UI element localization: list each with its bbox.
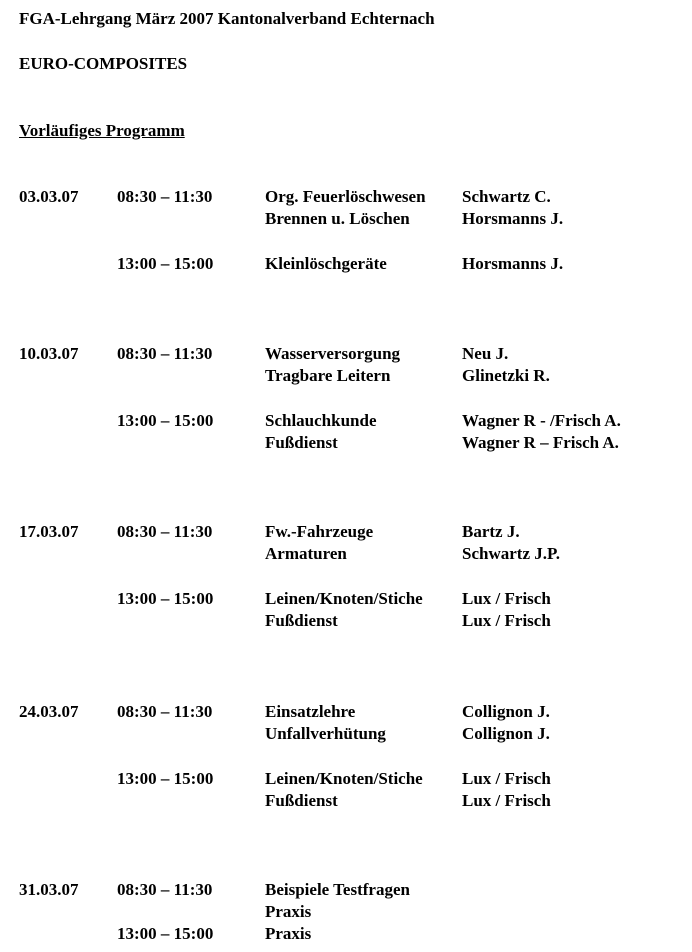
schedule-instructor: Glinetzki R. xyxy=(462,366,550,385)
schedule-date: 31.03.07 xyxy=(19,880,79,899)
schedule-topic: Fußdienst xyxy=(265,611,338,630)
schedule-topic: Einsatzlehre xyxy=(265,702,356,721)
schedule-time: 08:30 – 11:30 xyxy=(117,880,213,899)
schedule-topic: Kleinlöschgeräte xyxy=(265,254,387,273)
schedule-topic: Beispiele Testfragen xyxy=(265,880,410,899)
schedule-topic: Tragbare Leitern xyxy=(265,366,391,385)
schedule-topic: Leinen/Knoten/Stiche xyxy=(265,769,423,788)
schedule-topic: Praxis xyxy=(265,924,312,943)
schedule-time: 13:00 – 15:00 xyxy=(117,411,214,430)
schedule-topic: Leinen/Knoten/Stiche xyxy=(265,589,423,608)
schedule-instructor: Lux / Frisch xyxy=(462,589,551,608)
schedule-instructor: Lux / Frisch xyxy=(462,791,551,810)
schedule-topic: Schlauchkunde xyxy=(265,411,377,430)
schedule-time: 13:00 – 15:00 xyxy=(117,589,214,608)
schedule-topic: Brennen u. Löschen xyxy=(265,209,410,228)
schedule-time: 08:30 – 11:30 xyxy=(117,702,213,721)
schedule-time: 08:30 – 11:30 xyxy=(117,522,213,541)
schedule-time: 13:00 – 15:00 xyxy=(117,254,214,273)
schedule-topic: Wasserversorgung xyxy=(265,344,401,363)
schedule-topic: Fußdienst xyxy=(265,791,338,810)
schedule-time: 13:00 – 15:00 xyxy=(117,769,214,788)
schedule-topic: Armaturen xyxy=(265,544,347,563)
schedule-instructor: Horsmanns J. xyxy=(462,254,564,273)
schedule-instructor: Collignon J. xyxy=(462,702,550,721)
schedule-date: 17.03.07 xyxy=(19,522,79,541)
schedule-instructor: Wagner R - /Frisch A. xyxy=(462,411,621,430)
schedule-time: 08:30 – 11:30 xyxy=(117,187,213,206)
schedule-instructor: Bartz J. xyxy=(462,522,520,541)
schedule-instructor: Lux / Frisch xyxy=(462,769,551,788)
schedule-topic: Fw.-Fahrzeuge xyxy=(265,522,374,541)
schedule-date: 24.03.07 xyxy=(19,702,79,721)
document-subtitle: EURO-COMPOSITES xyxy=(19,54,188,73)
document-title: FGA-Lehrgang März 2007 Kantonalverband Echternach xyxy=(19,9,435,28)
schedule-instructor: Wagner R – Frisch A. xyxy=(462,433,619,452)
schedule-date: 03.03.07 xyxy=(19,187,79,206)
schedule-instructor: Schwartz J.P. xyxy=(462,544,561,563)
schedule-topic: Fußdienst xyxy=(265,433,338,452)
schedule-instructor: Collignon J. xyxy=(462,724,550,743)
schedule-topic: Org. Feuerlöschwesen xyxy=(265,187,426,206)
schedule-time: 08:30 – 11:30 xyxy=(117,344,213,363)
schedule-instructor: Neu J. xyxy=(462,344,509,363)
schedule-instructor: Schwartz C. xyxy=(462,187,551,206)
schedule-time: 13:00 – 15:00 xyxy=(117,924,214,943)
program-heading: Vorläufiges Programm xyxy=(19,121,185,140)
schedule-topic: Praxis xyxy=(265,902,312,921)
schedule-instructor: Lux / Frisch xyxy=(462,611,551,630)
schedule-date: 10.03.07 xyxy=(19,344,79,363)
schedule-instructor: Horsmanns J. xyxy=(462,209,564,228)
schedule-topic: Unfallverhütung xyxy=(265,724,386,743)
